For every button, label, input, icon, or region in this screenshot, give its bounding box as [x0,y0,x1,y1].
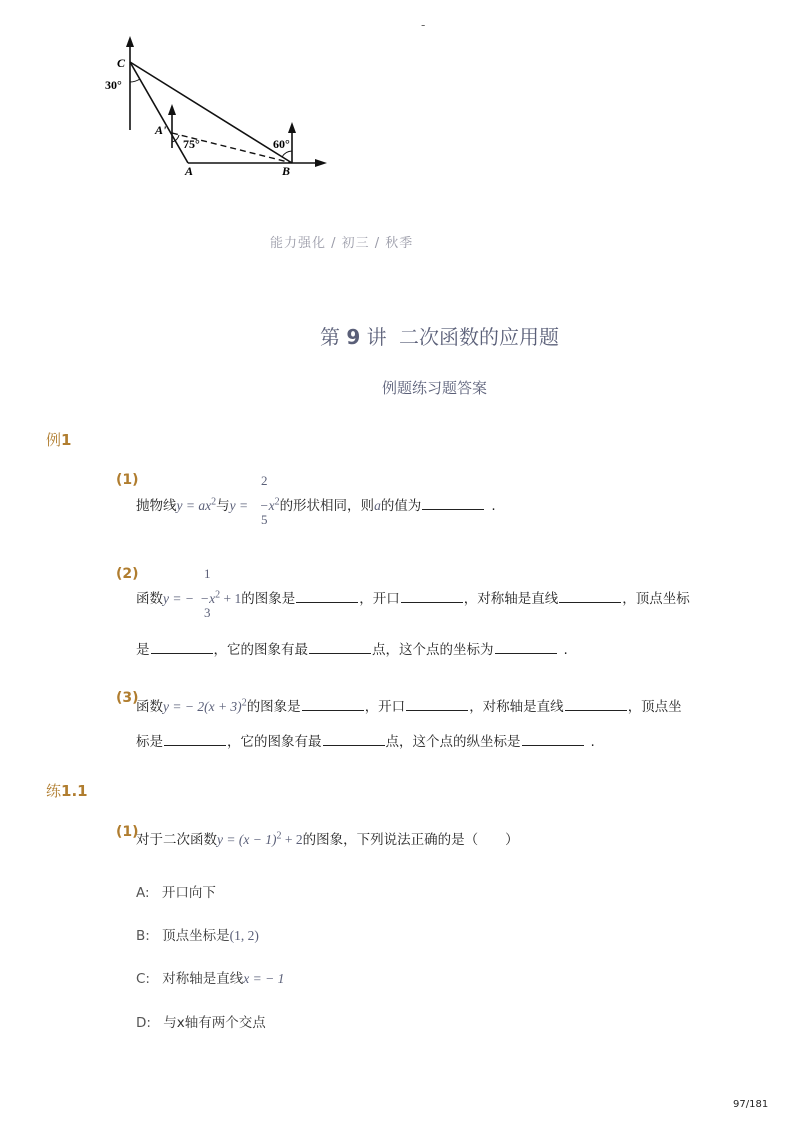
example-label [46,429,71,450]
answer-blank[interactable] [151,652,213,654]
answer-blank[interactable] [164,744,226,746]
fraction-numerator: 1 [204,566,211,581]
fraction-numerator: 2 [261,473,268,488]
option-math: x = − 1 [243,971,285,986]
segment-ca [130,62,188,163]
practice-label-prefix: 练 [46,782,62,800]
q1-text-a: 抛物线 [136,498,177,514]
subtitle: 例题练习题答案 [382,379,488,397]
q2-line2-b: ，它的图象有最 [213,642,308,658]
lecture-number: 9 [346,325,361,349]
option-letter: A: [136,885,150,901]
east-arrow [315,159,327,167]
pq-math-a: y = (x − 1) [217,832,277,847]
question-number: (3) [116,690,139,706]
question-2-text [136,587,690,607]
q2-text-e: ，顶点坐标 [622,591,690,607]
practice-question-text [136,828,519,848]
q3-sup-a: 2 [241,697,247,709]
answer-blank[interactable] [522,744,584,746]
label-c: C [117,56,126,70]
label-75: 75° [183,137,200,151]
label-aprime: A' [155,123,167,137]
q3-line2-a: 标是 [136,734,163,750]
label-60: 60° [273,137,290,151]
arc-60 [282,151,292,157]
q1-end: . [491,498,496,514]
example-label-num: 1 [61,431,72,449]
option-a[interactable] [136,881,216,901]
option-text: 开口向下 [161,885,216,901]
option-letter: B: [136,928,150,944]
question-number: (1) [116,472,139,488]
q1-text-d: 的值为 [380,498,422,514]
q1-text-c: 的形状相同，则 [279,498,375,514]
answer-blank[interactable] [495,652,557,654]
practice-label-num: 1.1 [61,782,88,800]
answer-blank[interactable] [565,709,627,711]
q3-line2-end: . [590,734,595,750]
q3-text-a: 函数 [136,699,163,715]
question-3-line2 [136,730,595,750]
lecture-mid: 讲 [366,325,387,349]
page-number: 97/181 [733,1099,769,1110]
arc-30 [130,79,140,82]
q2-line2-a: 是 [136,642,150,658]
option-b[interactable] [136,924,259,944]
q2-text-b: 的图象是 [241,591,296,607]
option-c[interactable] [136,967,284,987]
lecture-title [320,321,559,350]
label-30: 30° [105,78,122,92]
q2-sup-b: 2 [215,589,221,601]
pq-text-a: 对于二次函数 [136,832,217,848]
pq-math-b: + 2 [281,832,303,847]
option-text: 顶点坐标是 [162,928,230,944]
q3-line2-c: 点，这个点的纵坐标是 [385,734,521,750]
answer-blank[interactable] [296,601,358,603]
option-text: 与x轴有两个交点 [163,1015,266,1031]
q1-math-c: −x [259,498,275,513]
question-2-line2 [136,638,568,658]
q2-text-d: ，对称轴是直线 [463,591,559,607]
q2-math-b: −x [199,591,216,606]
option-math: (1, 2) [229,928,259,943]
option-text: 对称轴是直线 [162,971,244,987]
example-label-prefix: 例 [46,431,62,449]
question-1-text [136,494,496,514]
pq-sup-a: 2 [276,830,282,842]
answer-blank[interactable] [401,601,463,603]
q1-math-d: a [374,498,381,513]
geometry-figure [95,30,335,180]
q3-math-a: y = − 2(x + 3) [163,699,242,714]
q3-text-e: ，顶点坐 [627,699,682,715]
q2-line2-c: 点，这个点的坐标为 [372,642,494,658]
lecture-name: 二次函数的应用题 [399,325,559,349]
fraction-denominator: 3 [204,605,211,620]
question-3-text [136,695,682,715]
label-a: A [185,164,194,178]
option-letter: D: [136,1015,151,1031]
q3-text-c: ，开口 [364,699,406,715]
answer-blank[interactable] [302,709,364,711]
question-number: (2) [116,566,139,582]
header-breadcrumb: 能力强化 / 初三 / 秋季 [270,236,414,251]
q2-line2-end: . [563,642,568,658]
option-d[interactable] [136,1011,266,1031]
answer-blank[interactable] [309,652,371,654]
q1-math-b: y = [229,498,252,513]
q1-text-b: 与 [216,498,230,514]
q1-sup-a: 2 [211,496,217,508]
q1-sup-c: 2 [274,496,280,508]
q3-line2-b: ，它的图象有最 [227,734,322,750]
q3-text-b: 的图象是 [246,699,301,715]
segment-cb [130,62,292,163]
practice-label [46,780,88,801]
q3-text-d: ，对称轴是直线 [469,699,564,715]
north-arrow-aprime [168,104,176,115]
lecture-prefix: 第 [320,325,340,349]
label-b: B [282,164,291,178]
north-arrow-c [126,36,134,47]
q2-text-c: ，开口 [359,591,400,607]
q1-math-a: y = ax [176,498,212,513]
fraction-denominator: 5 [261,512,268,527]
answer-blank[interactable] [422,508,484,510]
q2-text-a: 函数 [136,591,163,607]
north-arrow-b [288,122,296,133]
option-letter: C: [136,971,150,987]
pq-text-b: 的图象，下列说法正确的是（ ） [302,832,519,848]
top-mark: - [421,18,426,32]
answer-blank[interactable] [323,744,385,746]
q2-math-a: y = − [163,591,194,606]
question-number: (1) [116,824,139,840]
answer-blank[interactable] [559,601,621,603]
q2-math-c: + 1 [220,591,242,606]
answer-blank[interactable] [406,709,468,711]
